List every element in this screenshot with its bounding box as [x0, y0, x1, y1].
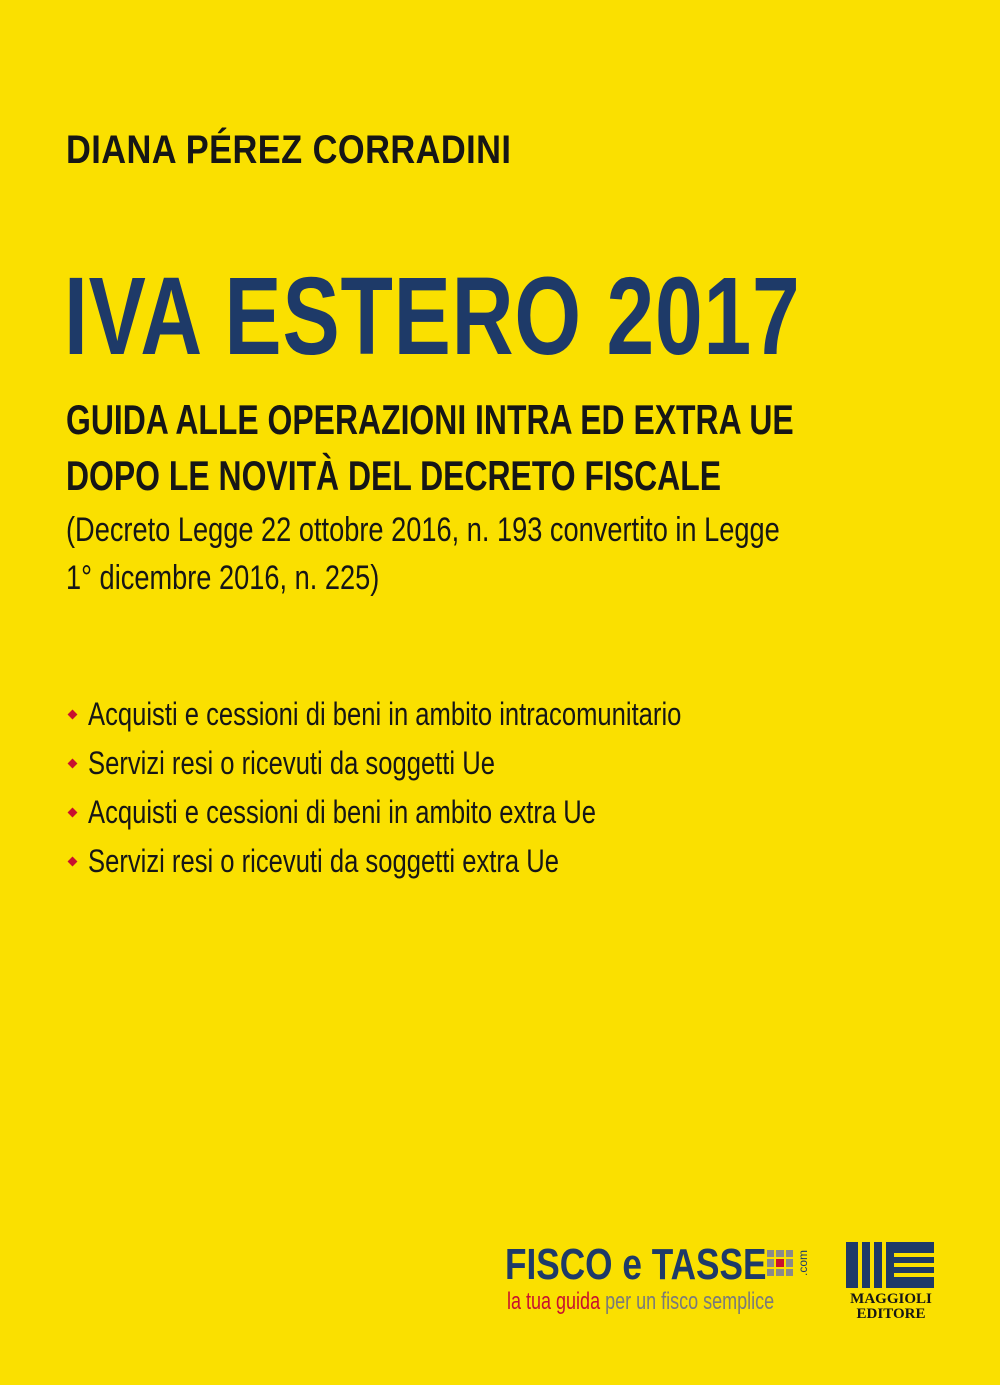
fisco-logo-name: FISCO e TASSE [505, 1240, 767, 1289]
diamond-bullet-icon [68, 808, 78, 818]
fisco-logo-suffix: .com [796, 1250, 810, 1277]
list-item [66, 788, 830, 837]
publisher-logo [846, 1242, 936, 1322]
list-item-text: Acquisti e cessioni di beni in ambito extra Ue [88, 794, 596, 830]
list-item-text: Servizi resi o ricevuti da soggetti Ue [88, 745, 495, 781]
diamond-bullet-icon [68, 759, 78, 769]
list-item-text: Acquisti e cessioni di beni in ambito intracomunitario [88, 696, 682, 732]
diamond-bullet-icon [68, 857, 78, 867]
tagline-highlight: la tua guida [507, 1288, 601, 1315]
list-item [66, 837, 830, 886]
publisher-name-line-1: MAGGIOLI [850, 1291, 932, 1307]
publisher-name [846, 1292, 936, 1322]
fisco-logo-tagline [507, 1288, 774, 1316]
diamond-bullet-icon [68, 710, 78, 720]
tagline-rest: per un fisco semplice [600, 1288, 775, 1315]
legal-note-line-2: 1° dicembre 2016, n. 225) [66, 559, 380, 597]
legal-note-line-1: (Decreto Legge 22 ottobre 2016, n. 193 convertito in Legge [66, 511, 780, 549]
list-item-text: Servizi resi o ricevuti da soggetti extra Ue [88, 843, 559, 879]
publisher-name-line-2: EDITORE [856, 1306, 926, 1322]
topic-list [66, 690, 830, 886]
list-item [66, 739, 830, 788]
subtitle-line-2: DOPO LE NOVITÀ DEL DECRETO FISCALE [66, 452, 722, 499]
fisco-e-tasse-logo [505, 1240, 815, 1320]
list-item [66, 690, 830, 739]
maggioli-mark-icon [846, 1242, 934, 1288]
book-subtitle [66, 392, 794, 504]
grid-squares-icon [767, 1250, 793, 1276]
author-name: DIANA PÉREZ CORRADINI [66, 128, 512, 172]
subtitle-line-1: GUIDA ALLE OPERAZIONI INTRA ED EXTRA UE [66, 396, 794, 443]
legal-note [66, 506, 780, 602]
book-title: IVA ESTERO 2017 [64, 255, 801, 378]
